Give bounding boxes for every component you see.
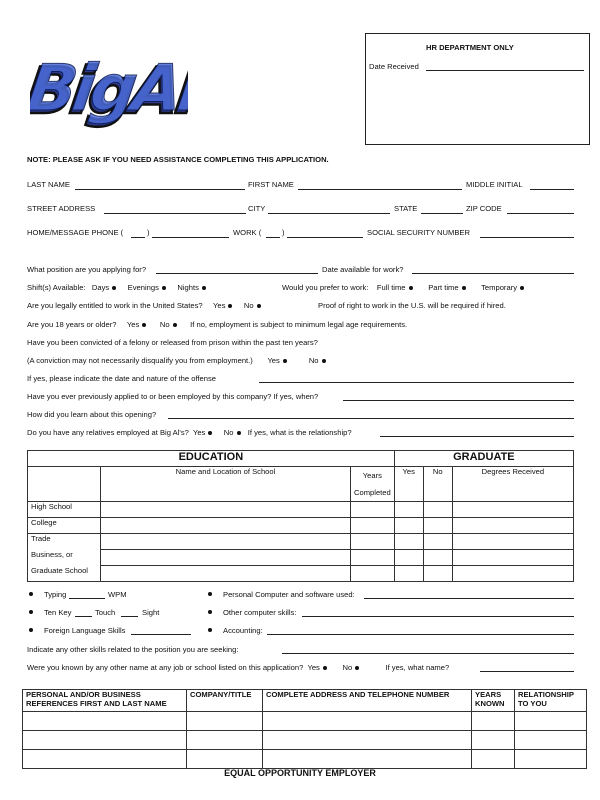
row-trade: Trade [28, 534, 101, 550]
school-cell[interactable] [101, 534, 351, 550]
reference-cell[interactable] [515, 712, 587, 731]
wpm-label: WPM [108, 590, 127, 599]
known-no: No [342, 663, 353, 672]
row-high-school: High School [28, 502, 101, 518]
reference-cell[interactable] [472, 750, 515, 769]
foreign-field[interactable] [131, 634, 191, 635]
yes-cell[interactable] [394, 534, 423, 550]
years-cell[interactable] [351, 534, 395, 550]
yes-cell[interactable] [394, 566, 423, 582]
col-years-known: YEARS KNOWN [472, 690, 515, 712]
first-name-field[interactable] [298, 189, 462, 190]
proof-note: Proof of right to work in the U.S. will be required if hired. [318, 301, 506, 310]
years-cell[interactable] [351, 566, 395, 582]
first-name-label: FIRST NAME [248, 180, 294, 189]
school-cell[interactable] [101, 566, 351, 582]
pc-field[interactable] [364, 598, 574, 599]
date-received-field[interactable] [426, 70, 584, 71]
conviction-row [27, 356, 329, 365]
footer-eoe: EQUAL OPPORTUNITY EMPLOYER [224, 768, 376, 778]
row-college: College [28, 518, 101, 534]
degree-cell[interactable] [452, 534, 573, 550]
hr-title: HR DEPARTMENT ONLY [426, 43, 514, 52]
accounting-label: Accounting: [223, 626, 263, 635]
shifts-label: Shift(s) Available: [27, 283, 86, 292]
zip-code-field[interactable] [507, 213, 574, 214]
age-no: No [159, 320, 170, 329]
reference-cell[interactable] [187, 731, 263, 750]
street-address-field[interactable] [104, 213, 246, 214]
middle-initial-label: MIDDLE INITIAL [466, 180, 523, 189]
col-degrees: Degrees Received [452, 467, 573, 502]
relatives-yes: Yes [192, 428, 206, 437]
other-computer-label: Other computer skills: [223, 608, 297, 617]
position-label: What position are you applying for? [27, 265, 147, 274]
sight-label: Sight [142, 608, 160, 617]
degree-cell[interactable] [452, 518, 573, 534]
reference-cell[interactable] [23, 712, 187, 731]
foreign-label: Foreign Language Skills [44, 626, 126, 635]
other-skills-field[interactable] [282, 653, 574, 654]
ssn-field[interactable] [480, 237, 574, 238]
svg-text:BigAl's: BigAl's [30, 51, 188, 126]
days-checkbox[interactable] [112, 286, 116, 290]
hr-department-box [365, 33, 590, 145]
tenkey-field[interactable] [75, 616, 92, 617]
legal-yes-checkbox[interactable] [228, 304, 232, 308]
last-name-label: LAST NAME [27, 180, 70, 189]
assistance-note: NOTE: PLEASE ASK IF YOU NEED ASSISTANCE COMPLETING THIS APPLICATION. [27, 155, 329, 164]
yes-cell[interactable] [394, 502, 423, 518]
bullet-icon [29, 592, 33, 596]
offense-field[interactable] [259, 382, 574, 383]
known-by-row [27, 663, 449, 672]
date-available-field[interactable] [412, 273, 574, 274]
home-phone-paren: ) [147, 228, 150, 237]
relatives-row [27, 428, 352, 437]
typing-field[interactable] [69, 598, 105, 599]
reference-cell[interactable] [472, 712, 515, 731]
city-label: CITY [248, 204, 266, 213]
home-phone-field[interactable] [152, 237, 229, 238]
shift-row [27, 283, 209, 292]
degree-cell[interactable] [452, 566, 573, 582]
middle-initial-field[interactable] [530, 189, 574, 190]
legal-no: No [243, 301, 254, 310]
svg-text:BigAl's: BigAl's [30, 54, 188, 129]
felony-label: Have you been convicted of a felony or released from prison within the past ten years? [27, 338, 318, 347]
prefer-row [282, 283, 527, 292]
full-time-option: Full time [376, 283, 406, 292]
legal-label: Are you legally entitled to work in the United States? [27, 301, 203, 310]
no-cell[interactable] [423, 534, 452, 550]
school-cell[interactable] [101, 518, 351, 534]
learn-field[interactable] [168, 418, 574, 419]
felony-yes-checkbox[interactable] [283, 359, 287, 363]
education-table [27, 450, 574, 582]
evenings-checkbox[interactable] [162, 286, 166, 290]
school-cell[interactable] [101, 550, 351, 566]
previous-field[interactable] [343, 400, 574, 401]
felony-no-checkbox[interactable] [322, 359, 326, 363]
offense-label: If yes, please indicate the date and nature of the offense [27, 374, 216, 383]
col-relationship: RELATIONSHIP TO YOU [515, 690, 587, 712]
col-years: Years Completed [351, 467, 395, 502]
days-option: Days [91, 283, 110, 292]
reference-cell[interactable] [472, 731, 515, 750]
age-no-checkbox[interactable] [173, 323, 177, 327]
work-phone-area-field[interactable] [266, 237, 280, 238]
last-name-field[interactable] [75, 189, 245, 190]
city-field[interactable] [268, 213, 390, 214]
reference-cell[interactable] [23, 750, 187, 769]
prefer-label: Would you prefer to work: [282, 283, 369, 292]
touch-field[interactable] [121, 616, 138, 617]
learn-label: How did you learn about this opening? [27, 410, 157, 419]
full-time-checkbox[interactable] [409, 286, 413, 290]
reference-cell[interactable] [515, 731, 587, 750]
home-phone-area-field[interactable] [131, 237, 145, 238]
col-address: COMPLETE ADDRESS AND TELEPHONE NUMBER [263, 690, 472, 712]
work-phone-field[interactable] [287, 237, 363, 238]
col-company: COMPANY/TITLE [187, 690, 263, 712]
graduate-header: GRADUATE [394, 451, 573, 467]
age-row [27, 320, 407, 329]
previous-label: Have you ever previously applied to or been employed by this company? If yes, when? [27, 392, 319, 401]
no-cell[interactable] [423, 502, 452, 518]
relatives-no-checkbox[interactable] [237, 431, 241, 435]
age-note: If no, employment is subject to minimum legal age requirements. [190, 320, 408, 329]
home-phone-label: HOME/MESSAGE PHONE ( [27, 228, 124, 237]
row-graduate-school: Graduate School [28, 566, 101, 582]
street-address-label: STREET ADDRESS [27, 204, 96, 213]
nights-checkbox[interactable] [202, 286, 206, 290]
references-table [22, 689, 587, 769]
part-time-checkbox[interactable] [462, 286, 466, 290]
age-label: Are you 18 years or older? [27, 320, 117, 329]
age-yes-checkbox[interactable] [142, 323, 146, 327]
what-name-field[interactable] [480, 671, 574, 672]
temporary-option: Temporary [481, 283, 518, 292]
education-header: EDUCATION [28, 451, 395, 467]
reference-cell[interactable] [515, 750, 587, 769]
conviction-note: (A conviction may not necessarily disqualify you from employment.) [27, 356, 253, 365]
row-business: Business, or [28, 550, 101, 566]
pc-label: Personal Computer and software used: [223, 590, 355, 599]
school-cell[interactable] [101, 502, 351, 518]
relationship-field[interactable] [380, 436, 574, 437]
ssn-label: SOCIAL SECURITY NUMBER [367, 228, 470, 237]
reference-cell[interactable] [263, 731, 472, 750]
relatives-label: Do you have any relatives employed at Big Al's? [27, 428, 189, 437]
yes-cell[interactable] [394, 550, 423, 566]
other-computer-field[interactable] [302, 616, 574, 617]
zip-code-label: ZIP CODE [466, 204, 502, 213]
temporary-checkbox[interactable] [520, 286, 524, 290]
reference-cell[interactable] [187, 712, 263, 731]
reference-cell[interactable] [263, 750, 472, 769]
what-name-label: If yes, what name? [385, 663, 450, 672]
state-field[interactable] [421, 213, 463, 214]
legal-no-checkbox[interactable] [257, 304, 261, 308]
work-phone-paren: ) [282, 228, 285, 237]
touch-label: Touch [95, 608, 116, 617]
col-no: No [423, 467, 452, 502]
other-skills-label: Indicate any other skills related to the position you are seeking: [27, 645, 239, 654]
years-cell[interactable] [351, 502, 395, 518]
col-yes: Yes [394, 467, 423, 502]
relatives-no: No [223, 428, 234, 437]
part-time-option: Part time [428, 283, 459, 292]
degree-cell[interactable] [452, 550, 573, 566]
no-cell[interactable] [423, 518, 452, 534]
col-references: PERSONAL AND/OR BUSINESS REFERENCES FIRST AND LAST NAME [23, 690, 187, 712]
yes-cell[interactable] [394, 518, 423, 534]
known-no-checkbox[interactable] [355, 666, 359, 670]
bullet-icon [208, 628, 212, 632]
felony-no: No [308, 356, 319, 365]
date-available-label: Date available for work? [322, 265, 404, 274]
nights-option: Nights [177, 283, 199, 292]
no-cell[interactable] [423, 550, 452, 566]
work-phone-label: WORK ( [233, 228, 262, 237]
reference-cell[interactable] [263, 712, 472, 731]
typing-label: Typing [44, 590, 67, 599]
degree-cell[interactable] [452, 502, 573, 518]
bullet-icon [208, 610, 212, 614]
bullet-icon [29, 610, 33, 614]
legal-yes: Yes [213, 301, 226, 310]
col-school: Name and Location of School [101, 467, 351, 502]
years-cell[interactable] [351, 550, 395, 566]
accounting-field[interactable] [267, 634, 574, 635]
felony-yes: Yes [267, 356, 280, 365]
relatives-yes-checkbox[interactable] [208, 431, 212, 435]
evenings-option: Evenings [127, 283, 159, 292]
bullet-icon [29, 628, 33, 632]
known-yes-checkbox[interactable] [323, 666, 327, 670]
no-cell[interactable] [423, 566, 452, 582]
bullet-icon [208, 592, 212, 596]
date-received-label: Date Received [369, 62, 419, 71]
known-yes: Yes [307, 663, 320, 672]
reference-cell[interactable] [187, 750, 263, 769]
reference-cell[interactable] [23, 731, 187, 750]
relationship-label: If yes, what is the relationship? [247, 428, 352, 437]
years-cell[interactable] [351, 518, 395, 534]
age-yes: Yes [126, 320, 140, 329]
state-label: STATE [394, 204, 418, 213]
position-field[interactable] [156, 273, 318, 274]
company-logo [30, 35, 188, 135]
tenkey-label: Ten Key [44, 608, 72, 617]
legal-row [27, 301, 264, 310]
known-by-label: Were you known by any other name at any job or school listed on this application? [27, 663, 304, 672]
